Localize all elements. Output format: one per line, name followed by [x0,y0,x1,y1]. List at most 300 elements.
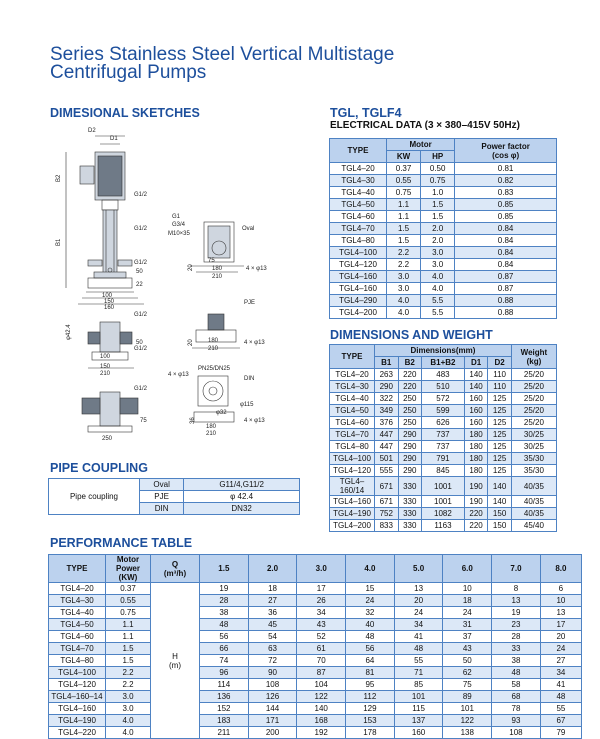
table-cell: TGL4–200 [330,520,375,532]
table-cell: 26 [297,595,346,607]
table-cell: 4.0 [106,715,151,727]
table-cell: 40 [346,619,395,631]
table-cell: TGL4–120 [49,679,106,691]
table-cell: TGL4–160–14 [49,691,106,703]
table-cell: 115 [394,703,443,715]
table-cell: 3.0 [106,703,151,715]
label-g12-b: G1/2 [134,226,148,232]
table-cell: 67 [540,715,581,727]
table-cell: 55 [394,655,443,667]
table-cell: 48 [540,691,581,703]
dim-col-d2: D2 [488,357,512,369]
table-cell: 45/40 [511,520,556,532]
table-cell: 2.2 [387,247,421,259]
table-cell: 3.0 [421,247,455,259]
table-cell: 1082 [422,508,465,520]
label-75: 75 [208,258,215,264]
label-oval: Oval [242,226,255,232]
table-cell: TGL4–70 [330,223,387,235]
table-cell: 330 [398,520,422,532]
table-cell: 1.5 [106,655,151,667]
table-cell: 833 [375,520,399,532]
table-cell: TGL4–160 [330,496,375,508]
perf-col-flow: 1.5 [200,555,249,583]
table-row [330,405,557,417]
table-row [330,307,557,319]
table-cell: 4.0 [421,271,455,283]
table-cell: 62 [443,667,492,679]
table-cell: 101 [443,703,492,715]
label-50: 50 [136,269,143,275]
label-holes-3: 4 × φ13 [168,372,189,378]
table-cell: 1.5 [421,199,455,211]
table-cell: 28 [492,631,541,643]
table-cell: 101 [394,691,443,703]
table-cell: TGL4–100 [330,247,387,259]
din-front-view [82,392,138,432]
pje-front-view [88,322,134,368]
table-row [330,235,557,247]
table-cell: 2.0 [421,223,455,235]
table-cell: 671 [375,496,399,508]
table-cell: 19 [200,583,249,595]
table-cell: 13 [492,595,541,607]
performance-table-body [49,555,582,739]
table-row [330,199,557,211]
table-cell: 0.87 [455,283,557,295]
table-cell: TGL4–80 [49,655,106,667]
table-row [330,496,557,508]
table-cell: 1001 [422,496,465,508]
table-cell: 24 [443,607,492,619]
table-cell: 75 [443,679,492,691]
table-cell: 43 [443,643,492,655]
label-210-b: 210 [100,371,111,377]
table-cell: 0.88 [455,295,557,307]
table-cell: 10 [443,583,492,595]
table-cell: 4.0 [106,727,151,739]
table-cell: 2.2 [387,259,421,271]
table-cell: TGL4–50 [330,199,387,211]
table-cell: 1.1 [106,619,151,631]
label-m10: M10×35 [168,231,190,237]
table-cell: TGL4–60 [330,417,375,429]
table-cell: 183 [200,715,249,727]
table-cell: 38 [200,607,249,619]
table-cell: 48 [394,643,443,655]
table-row [49,667,582,679]
label-180-b: 180 [208,338,219,344]
table-cell: 483 [422,369,465,381]
table-cell: 322 [375,393,399,405]
table-cell: 74 [200,655,249,667]
table-cell: 2.2 [106,679,151,691]
label-210-c: 210 [208,346,219,352]
table-cell: 31 [443,619,492,631]
table-cell: 376 [375,417,399,429]
table-cell: 0.75 [387,187,421,199]
table-row [330,381,557,393]
table-cell: 845 [422,465,465,477]
table-cell: 18 [248,583,297,595]
table-cell: 25/20 [511,405,556,417]
table-row [330,163,557,175]
table-cell: 290 [398,429,422,441]
table-cell: 72 [248,655,297,667]
table-cell: 150 [488,520,512,532]
table-cell: 1.0 [421,187,455,199]
table-cell: TGL4–160/14 [330,477,375,496]
table-row [330,369,557,381]
label-g1: G1 [172,214,181,220]
table-row [49,679,582,691]
col-type: TYPE [330,139,387,163]
perf-q-unit: (m³/h) [163,568,187,578]
table-row [330,508,557,520]
table-cell: 501 [375,453,399,465]
table-row [330,247,557,259]
table-cell: 40/35 [511,508,556,520]
table-row [330,271,557,283]
label-b2: B2 [56,174,62,182]
table-cell: 110 [488,381,512,393]
table-cell: 79 [540,727,581,739]
table-cell: 0.75 [421,175,455,187]
table-cell: 34 [540,667,581,679]
table-cell: 50 [443,655,492,667]
label-g12-d: G1/2 [134,312,148,318]
table-cell: 34 [394,619,443,631]
table-cell: 35/30 [511,465,556,477]
table-cell: 110 [488,369,512,381]
head-label-unit: (m) [169,660,181,670]
label-180: 180 [212,266,223,272]
perf-col-flow: 2.0 [248,555,297,583]
table-cell: 24 [540,643,581,655]
col-power-factor [455,139,557,163]
table-cell: TGL4–80 [330,441,375,453]
table-cell: 55 [540,703,581,715]
coupling-label: Pipe coupling [49,479,140,515]
label-36: 36 [190,417,196,424]
label-210: 210 [212,274,223,280]
table-cell: 126 [248,691,297,703]
table-cell: 349 [375,405,399,417]
table-cell: 125 [488,441,512,453]
coupling-table [48,478,300,515]
table-cell: 671 [375,477,399,496]
table-cell: 40/35 [511,477,556,496]
perf-col-flow: 3.0 [297,555,346,583]
label-100-b: 100 [100,354,111,360]
label-150-b: 150 [100,364,111,370]
table-cell: 150 [488,508,512,520]
label-20-b: 20 [188,339,194,346]
coupling-spec: DN32 [184,503,300,515]
table-cell: 3.0 [421,259,455,271]
label-150: 150 [104,299,115,305]
table-cell: TGL4–50 [330,405,375,417]
table-row [330,211,557,223]
table-cell: 290 [398,453,422,465]
table-cell: TGL4–160 [330,271,387,283]
coupling-heading: PIPE COUPLING [50,461,148,475]
table-cell: 0.81 [455,163,557,175]
table-cell: 0.84 [455,235,557,247]
table-cell: 125 [488,429,512,441]
table-cell: 24 [346,595,395,607]
label-g12-c: G1/2 [134,260,148,266]
table-cell: 4.0 [421,283,455,295]
col-kw: KW [387,151,421,163]
dim-col-weight [511,345,556,369]
table-cell: TGL4–200 [330,307,387,319]
table-cell: 263 [375,369,399,381]
table-row [49,595,582,607]
table-cell: 1.1 [387,199,421,211]
table-cell: 20 [540,631,581,643]
table-cell: TGL4–30 [49,595,106,607]
table-cell: 180 [464,441,488,453]
table-cell: 10 [540,595,581,607]
table-cell: 18 [443,595,492,607]
table-cell: 178 [346,727,395,739]
table-row [49,703,582,715]
pf-unit: (cos φ) [492,150,520,160]
coupling-spec: G11/4,G11/2 [184,479,300,491]
table-cell: 5.5 [421,295,455,307]
table-cell: 90 [248,667,297,679]
coupling-type: PJE [140,491,184,503]
table-cell: 93 [492,715,541,727]
table-cell: 36 [248,607,297,619]
table-cell: 38 [492,655,541,667]
label-75-b: 75 [140,418,147,424]
label-210-d: 210 [206,431,217,437]
table-cell: 290 [398,441,422,453]
table-cell: 58 [492,679,541,691]
table-cell: TGL4–40 [330,393,375,405]
table-cell: 190 [464,496,488,508]
table-cell: 25/20 [511,369,556,381]
table-row [330,393,557,405]
table-cell: 68 [492,691,541,703]
table-cell: 136 [200,691,249,703]
table-cell: 138 [443,727,492,739]
table-cell: 140 [464,381,488,393]
sketch-drawing [48,122,313,450]
table-cell: TGL4–20 [330,369,375,381]
oval-side-view [190,222,244,272]
table-cell: 125 [488,465,512,477]
perf-col-flow: 6.0 [443,555,492,583]
perf-col-flow: 5.0 [394,555,443,583]
table-cell: TGL4–190 [49,715,106,727]
table-cell: 0.84 [455,259,557,271]
table-cell: 41 [394,631,443,643]
table-cell: 25/20 [511,381,556,393]
table-cell: 37 [443,631,492,643]
table-cell: 20 [394,595,443,607]
table-cell: 15 [346,583,395,595]
table-cell: 0.84 [455,223,557,235]
table-cell: 30/25 [511,441,556,453]
table-cell: 125 [488,453,512,465]
table-cell: 0.37 [387,163,421,175]
table-cell: 66 [200,643,249,655]
table-cell: 0.82 [455,175,557,187]
table-cell: TGL4–160 [49,703,106,715]
dim-col-b1: B1 [375,357,399,369]
table-row [49,631,582,643]
label-holes-4: 4 × φ13 [244,418,265,424]
table-cell: 56 [346,643,395,655]
table-cell: 70 [297,655,346,667]
table-cell: TGL4–120 [330,259,387,271]
table-row [330,453,557,465]
dim-col-d1: D1 [464,357,488,369]
table-cell: 0.84 [455,247,557,259]
table-cell: 290 [398,465,422,477]
table-cell: 87 [297,667,346,679]
table-cell: 6 [540,583,581,595]
table-cell: 129 [346,703,395,715]
table-cell: 30/25 [511,429,556,441]
table-cell: TGL4–190 [330,508,375,520]
pf-label: Power factor [481,141,530,151]
electrical-heading: TGL, TGLF4 [330,106,402,120]
table-cell: 25/20 [511,393,556,405]
table-cell: TGL4–100 [49,667,106,679]
table-cell: 89 [443,691,492,703]
label-50-b: 50 [136,340,143,346]
label-100: 100 [102,293,113,299]
table-cell: TGL4–40 [330,187,387,199]
coupling-type: DIN [140,503,184,515]
table-cell: 168 [297,715,346,727]
coupling-type: Oval [140,479,184,491]
table-cell: 27 [248,595,297,607]
table-cell: TGL4–290 [330,295,387,307]
table-cell: 61 [297,643,346,655]
table-cell: TGL4–60 [49,631,106,643]
table-cell: 0.75 [106,607,151,619]
page-title [50,46,394,82]
table-cell: 3.0 [387,283,421,295]
table-cell: 137 [394,715,443,727]
table-row [49,583,582,595]
perf-col-q [151,555,200,583]
table-cell: TGL4–40 [49,607,106,619]
table-cell: 1.5 [387,235,421,247]
title-line-2: Centrifugal Pumps [50,62,207,83]
table-cell: 250 [398,405,422,417]
coupling-spec: φ 42.4 [184,491,300,503]
label-115: φ115 [240,402,254,408]
table-cell: 190 [464,477,488,496]
label-holes-2: 4 × φ13 [244,340,265,346]
table-row [330,175,557,187]
table-cell: TGL4–50 [49,619,106,631]
label-20-a: 20 [188,264,194,271]
table-cell: 1001 [422,477,465,496]
table-cell: 160 [394,727,443,739]
table-cell: 56 [200,631,249,643]
table-row [49,727,582,739]
table-row [330,441,557,453]
table-row [330,259,557,271]
table-row [330,520,557,532]
label-250: 250 [102,436,113,442]
table-row [330,477,557,496]
table-cell: TGL4–220 [49,727,106,739]
dimensional-sketches [48,122,313,450]
table-cell: 125 [488,405,512,417]
table-cell: TGL4–80 [330,235,387,247]
table-row [49,643,582,655]
table-cell: 3.0 [387,271,421,283]
electrical-table [329,138,557,319]
table-cell: 140 [297,703,346,715]
col-hp: HP [421,151,455,163]
perf-col-type: TYPE [49,555,106,583]
din-side-view [194,376,234,422]
table-row [49,715,582,727]
table-cell: 160 [464,393,488,405]
table-cell: 152 [200,703,249,715]
head-label [151,583,200,739]
table-cell: 34 [297,607,346,619]
dim-col-b2: B2 [398,357,422,369]
dimensions-table [329,344,557,532]
table-cell: 171 [248,715,297,727]
table-cell: 108 [248,679,297,691]
table-cell: 48 [492,667,541,679]
table-cell: 81 [346,667,395,679]
table-cell: 2.0 [421,235,455,247]
table-cell: 220 [464,520,488,532]
table-cell: 447 [375,441,399,453]
table-cell: 32 [346,607,395,619]
table-cell: 54 [248,631,297,643]
table-cell: TGL4–20 [330,163,387,175]
table-cell: 23 [492,619,541,631]
table-cell: 1163 [422,520,465,532]
table-row [49,691,582,703]
table-cell: 33 [492,643,541,655]
table-cell: 4.0 [387,295,421,307]
perf-col-flow: 4.0 [346,555,395,583]
table-cell: 28 [200,595,249,607]
table-cell: 114 [200,679,249,691]
table-row [49,607,582,619]
table-cell: TGL4–120 [330,465,375,477]
table-cell: 599 [422,405,465,417]
performance-table [48,554,582,739]
table-cell: 250 [398,393,422,405]
table-cell: 180 [464,453,488,465]
col-motor: Motor [387,139,455,151]
table-cell: 0.85 [455,211,557,223]
table-cell: 192 [297,727,346,739]
perf-col-flow: 7.0 [492,555,541,583]
table-cell: 63 [248,643,297,655]
pump-front-view [66,136,144,304]
table-cell: 0.50 [421,163,455,175]
table-cell: 2.2 [106,667,151,679]
table-cell: 330 [398,477,422,496]
table-cell: 35/30 [511,453,556,465]
